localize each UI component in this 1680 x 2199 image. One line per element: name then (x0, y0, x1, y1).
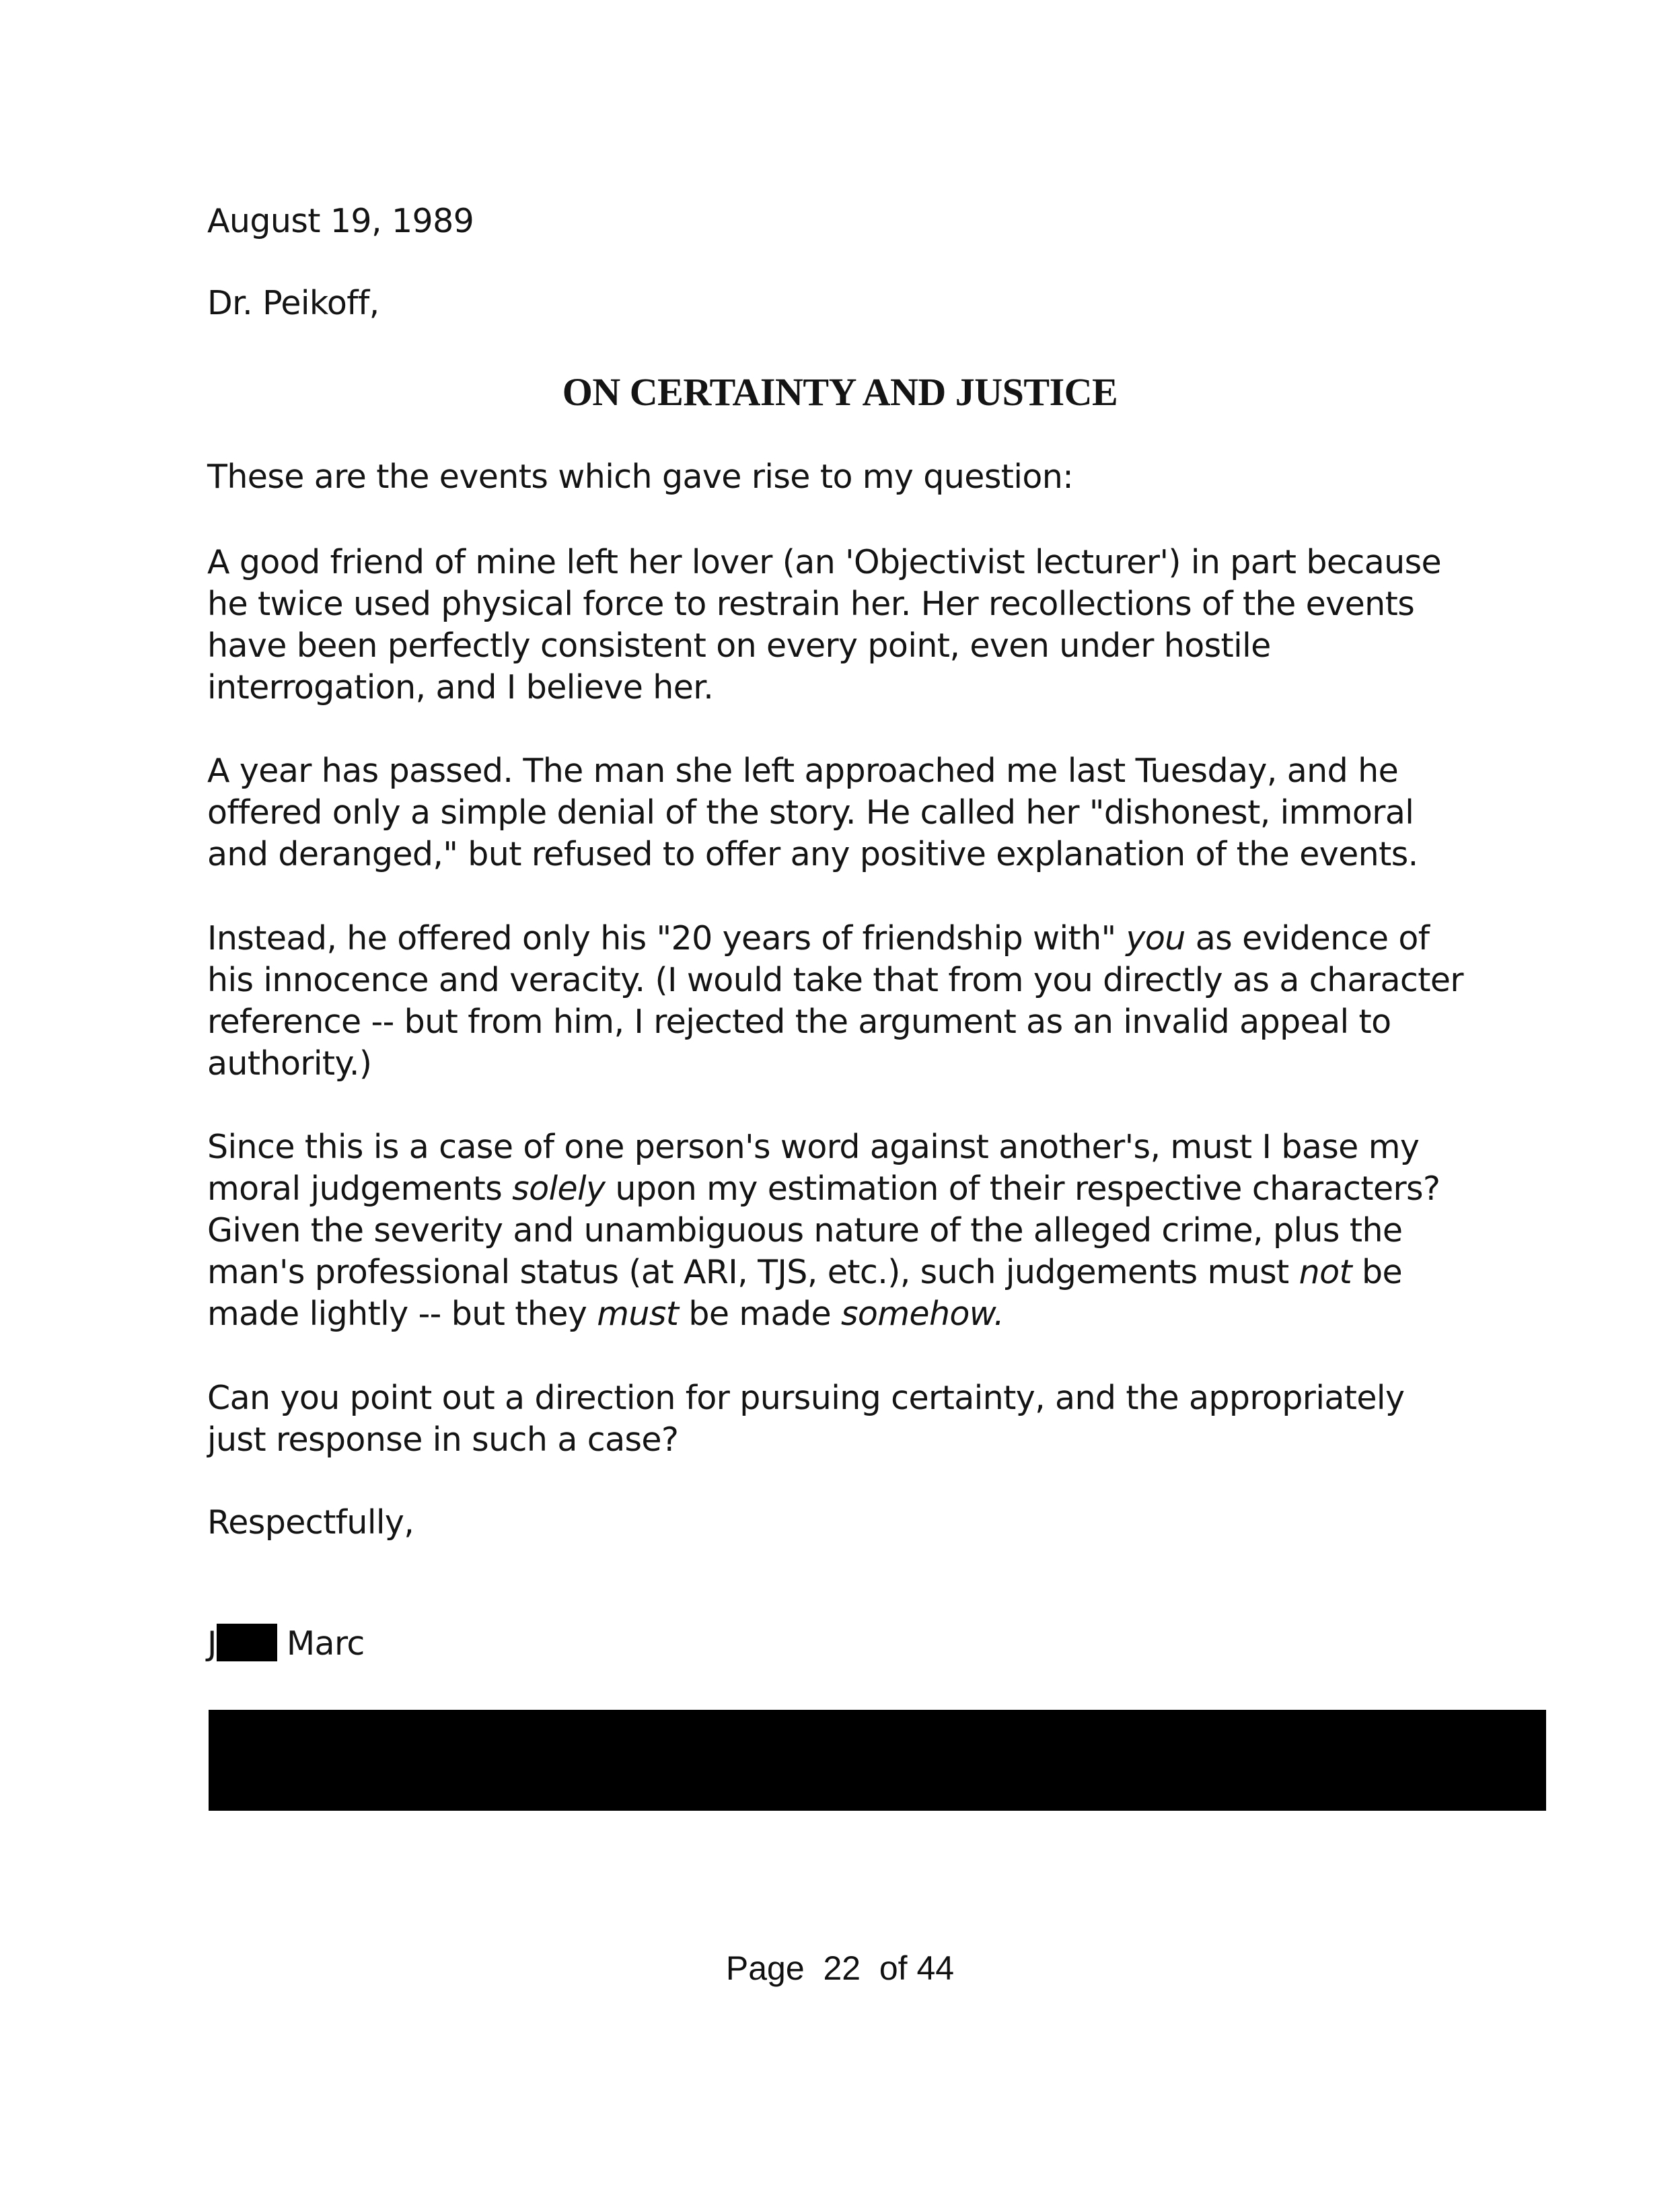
paragraph-line: Can you point out a direction for pursuing certainty, and the appropriately (207, 1379, 1405, 1417)
paragraph-line (207, 1293, 1004, 1335)
letter-date: August 19, 1989 (207, 202, 474, 240)
paragraph-line: offered only a simple denial of the story. He called her "dishonest, immoral (207, 793, 1414, 832)
paragraph-line (207, 1252, 1402, 1293)
redaction-block (209, 1710, 1546, 1811)
of-label: of (879, 1949, 908, 1987)
page-number: 22 (823, 1949, 861, 1987)
paragraph-line: reference -- but from him, I rejected the argument as an invalid appeal to (207, 1003, 1391, 1041)
redaction-bar (217, 1624, 277, 1661)
text-segment: man's professional status (at ARI, TJS, etc.), such judgements must (207, 1253, 1299, 1291)
paragraph-line: his innocence and veracity. (I would take that from you directly as a character (207, 961, 1463, 999)
text-segment: Instead, he offered only his "20 years of friendship with" (207, 919, 1126, 958)
paragraph-line: have been perfectly consistent on every point, even under hostile (207, 626, 1271, 665)
paragraph-line: he twice used physical force to restrain her. Her recollections of the events (207, 585, 1415, 623)
text-segment: be made (678, 1295, 841, 1333)
paragraph-line: and deranged," but refused to offer any positive explanation of the events. (207, 835, 1418, 873)
paragraph-line (207, 918, 1429, 960)
text-segment: be (1352, 1253, 1403, 1291)
emphasis: solely (512, 1169, 606, 1208)
text-segment: upon my estimation of their respective characters? (605, 1169, 1440, 1208)
signature (207, 1623, 365, 1665)
text-segment: as evidence of (1185, 919, 1430, 958)
salutation: Dr. Peikoff, (207, 284, 379, 322)
closing: Respectfully, (207, 1503, 414, 1542)
letter-title: ON CERTAINTY AND JUSTICE (562, 370, 1118, 414)
paragraph-line (207, 1168, 1440, 1210)
text-segment: made lightly -- but they (207, 1295, 597, 1333)
emphasis: must (597, 1295, 679, 1333)
emphasis: not (1299, 1253, 1352, 1291)
paragraph-line: authority.) (207, 1044, 372, 1083)
intro-line: These are the events which gave rise to my question: (207, 458, 1074, 496)
paragraph-line: just response in such a case? (207, 1420, 679, 1459)
signature-last-name: Marc (286, 1624, 365, 1663)
total-pages: 44 (916, 1949, 955, 1987)
paragraph-line: A good friend of mine left her lover (an 'Objectivist lecturer') in part because (207, 543, 1442, 581)
page-label: Page (725, 1949, 805, 1987)
emphasis: somehow. (840, 1295, 1005, 1333)
text-segment: moral judgements (207, 1169, 513, 1208)
paragraph-line: Given the severity and unambiguous nature of the alleged crime, plus the (207, 1211, 1403, 1250)
paragraph-line: A year has passed. The man she left approached me last Tuesday, and he (207, 752, 1399, 790)
paragraph-line: Since this is a case of one person's word against another's, must I base my (207, 1128, 1420, 1166)
signature-initial: J (207, 1624, 217, 1663)
paragraph-line: interrogation, and I believe her. (207, 668, 714, 707)
emphasis: you (1126, 919, 1185, 958)
page-footer (0, 1948, 1680, 1988)
